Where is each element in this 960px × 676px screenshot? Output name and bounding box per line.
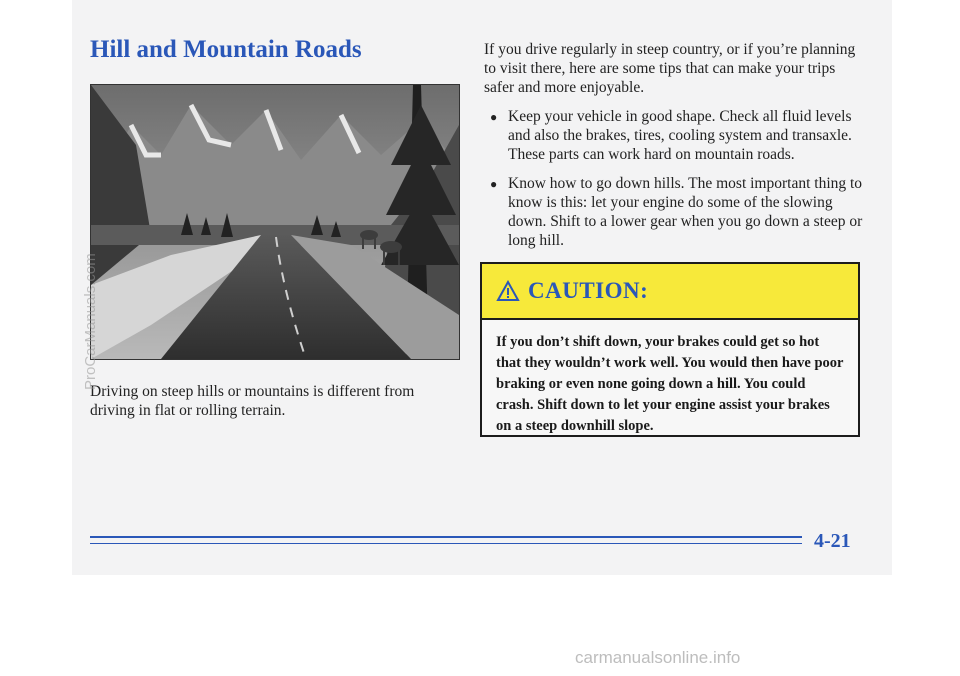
bullet-icon: ● [490, 110, 498, 124]
mountain-road-illustration [90, 84, 460, 360]
watermark [82, 210, 112, 390]
caution-box [480, 262, 860, 437]
site-footer: carmanualsonline.info [575, 648, 741, 667]
tip-item [484, 174, 864, 250]
intro-paragraph-left: Driving on steep hills or mountains is different from driving in flat or rolling terrain. [90, 383, 415, 419]
footer-rule [90, 536, 802, 538]
tips-intro: If you drive regularly in steep country, or if you’re planning to visit there, here are some tips that can make your trips safer and more enjoyable. [484, 41, 856, 96]
caution-header [482, 264, 858, 320]
tip-text: Keep your vehicle in good shape. Check all fluid levels and also the brakes, tires, cooling system and transaxle. These parts can work hard on mountain roads. [508, 108, 852, 163]
warning-triangle-icon [496, 280, 520, 302]
caution-text: If you don’t shift down, your brakes could get so hot that they wouldn’t work well. You would then have poor braking or even none going down a hill. You could crash. Shift down to let your engine assist your brakes on a steep downhill slope. [496, 334, 844, 434]
footer-rule-thin [90, 543, 802, 544]
page-number: 4-21 [814, 530, 851, 552]
tip-text: Know how to go down hills. The most important thing to know is this: let your engine do some of the slowing down. Shift to a lower gear when you go down a steep or long hill. [508, 175, 863, 249]
page-title: Hill and Mountain Roads [90, 36, 362, 63]
caution-title: CAUTION: [528, 278, 649, 303]
tip-item [484, 107, 864, 164]
watermark-text: ProCarManuals.com [82, 253, 99, 390]
tips-column [484, 40, 864, 260]
bullet-icon: ● [490, 177, 498, 191]
